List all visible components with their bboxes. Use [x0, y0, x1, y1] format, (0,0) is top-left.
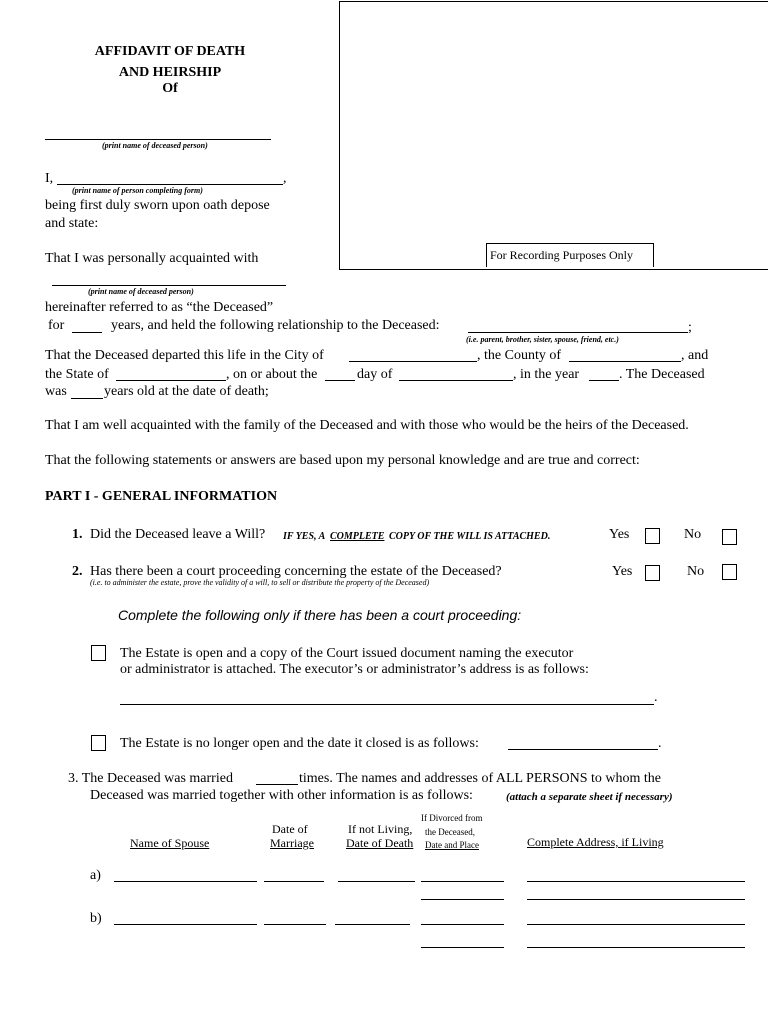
row-b-spouse-name[interactable]	[114, 924, 257, 925]
estate-closed-text: The Estate is no longer open and the date it closed is as follows:	[120, 736, 479, 751]
recording-area	[339, 1, 768, 270]
q2-no-label: No	[687, 564, 705, 579]
row-a-death-date[interactable]	[338, 881, 415, 882]
col-complete-address: Complete Address, if Living	[527, 835, 664, 849]
col-divorced-b: the Deceased,	[425, 827, 475, 837]
q3-text-b: times. The names and addresses of ALL PERSONS to whom the	[299, 771, 662, 786]
col-date-of-marriage-b: Marriage	[270, 836, 314, 850]
row-b-divorce-2[interactable]	[421, 947, 504, 948]
row-b-death-date[interactable]	[335, 924, 410, 925]
q1-no-label: No	[684, 527, 702, 542]
q3-note: (attach a separate sheet if necessary)	[506, 791, 673, 803]
state-text-2: , on or about the	[226, 367, 318, 382]
col-date-of-marriage-a: Date of	[272, 822, 308, 836]
sworn-line2: and state:	[45, 216, 99, 231]
completer-name-field[interactable]	[57, 184, 283, 185]
estate-open-line1: The Estate is open and a copy of the Court issued document naming the executor	[120, 646, 574, 661]
q2-yes-label: Yes	[612, 564, 633, 579]
part1-heading: PART I - GENERAL INFORMATION	[45, 489, 278, 504]
years-relationship-text: years, and held the following relationship to the Deceased:	[111, 318, 440, 333]
family-text: That I am well acquainted with the family of the Deceased and with those who would be the heirs of the Deceased.	[45, 418, 689, 433]
row-a-marriage-date[interactable]	[264, 881, 324, 882]
i-prefix: I,	[45, 171, 54, 186]
i-comma: ,	[283, 171, 287, 186]
year-field[interactable]	[589, 380, 619, 381]
state-text-1: the State of	[45, 367, 109, 382]
estate-closed-dot: .	[658, 736, 662, 751]
q1-number: 1.	[72, 527, 83, 542]
q1-note-b: COMPLETE	[330, 531, 385, 542]
relationship-semicolon: ;	[688, 320, 692, 335]
row-b-divorce-1[interactable]	[421, 924, 504, 925]
col-divorced-c: Date and Place	[425, 840, 479, 850]
q3-text-c: Deceased was married together with other information is as follows:	[90, 788, 473, 803]
age-field[interactable]	[71, 398, 103, 399]
q1-yes-checkbox[interactable]	[645, 528, 660, 544]
sworn-line1: being first duly sworn upon oath depose	[45, 198, 270, 213]
q2-no-checkbox[interactable]	[722, 564, 737, 580]
row-b-marriage-date[interactable]	[264, 924, 326, 925]
row-a-divorce-2[interactable]	[421, 899, 504, 900]
col-divorced-a: If Divorced from	[421, 813, 483, 823]
departed-text-3: , and	[681, 348, 709, 363]
relationship-caption: (i.e. parent, brother, sister, spouse, friend, etc.)	[466, 335, 619, 344]
completer-name-caption: (print name of person completing form)	[72, 186, 203, 195]
col-not-living-a: If not Living,	[348, 822, 413, 836]
referred-text: hereinafter referred to as “the Deceased”	[45, 300, 274, 315]
q2-note: (i.e. to administer the estate, prove the validity of a will, to sell or distribute the property of the Deceased)	[90, 578, 430, 587]
col-not-living-b: Date of Death	[346, 836, 414, 850]
q1-yes-label: Yes	[609, 527, 630, 542]
estate-closed-checkbox[interactable]	[91, 735, 106, 751]
city-field[interactable]	[349, 361, 477, 362]
statements-text: That the following statements or answers are based upon my personal knowledge and are true and correct:	[45, 453, 640, 468]
state-field[interactable]	[116, 380, 226, 381]
row-b-address-1[interactable]	[527, 924, 745, 925]
q1-no-checkbox[interactable]	[722, 529, 737, 545]
document-title-line2: AND HEIRSHIP	[118, 65, 222, 80]
row-a-divorce-1[interactable]	[421, 881, 504, 882]
recording-label: For Recording Purposes Only	[486, 243, 654, 267]
row-b-label: b)	[90, 911, 102, 926]
deceased-name-field-2[interactable]	[52, 285, 286, 286]
q2-text: Has there been a court proceeding concerning the estate of the Deceased?	[90, 564, 502, 579]
state-text-4: , in the year	[513, 367, 580, 382]
years-known-field[interactable]	[72, 332, 102, 333]
deceased-name-caption: (print name of deceased person)	[102, 141, 208, 150]
times-married-field[interactable]	[256, 784, 298, 785]
col-name-of-spouse: Name of Spouse	[130, 836, 210, 850]
document-title-line3: Of	[162, 81, 178, 96]
departed-text-1: That the Deceased departed this life in the City of	[45, 348, 324, 363]
for-word: for	[48, 318, 65, 333]
estate-open-checkbox[interactable]	[91, 645, 106, 661]
q1-note-a: IF YES, A	[283, 531, 326, 542]
q1-text: Did the Deceased leave a Will?	[90, 527, 266, 542]
state-text-5: . The Deceased	[619, 367, 705, 382]
departed-text-2: , the County of	[477, 348, 561, 363]
row-a-spouse-name[interactable]	[114, 881, 257, 882]
row-a-label: a)	[90, 868, 101, 883]
was-text-2: years old at the date of death;	[104, 384, 269, 399]
row-b-address-2[interactable]	[527, 947, 745, 948]
month-field[interactable]	[399, 380, 513, 381]
document-title-line1: AFFIDAVIT OF DEATH	[94, 44, 246, 59]
row-a-address-2[interactable]	[527, 899, 745, 900]
q3-text-a: 3. The Deceased was married	[68, 771, 233, 786]
estate-open-dot: .	[654, 690, 658, 705]
county-field[interactable]	[569, 361, 681, 362]
deceased-name-field[interactable]	[45, 139, 271, 140]
day-field[interactable]	[325, 380, 355, 381]
relationship-field[interactable]	[468, 332, 688, 333]
complete-only-text: Complete the following only if there has been a court proceeding:	[118, 607, 522, 623]
q2-number: 2.	[72, 564, 83, 579]
acquainted-text: That I was personally acquainted with	[45, 251, 259, 266]
estate-closed-date-field[interactable]	[508, 749, 658, 750]
deceased-name-caption-2: (print name of deceased person)	[88, 287, 194, 296]
estate-open-line2: or administrator is attached. The executor’s or administrator’s address is as follows:	[120, 662, 589, 677]
executor-address-field[interactable]	[120, 704, 654, 705]
q2-yes-checkbox[interactable]	[645, 565, 660, 581]
state-text-3: day of	[357, 367, 393, 382]
row-a-address-1[interactable]	[527, 881, 745, 882]
q1-note-c: COPY OF THE WILL IS ATTACHED.	[389, 531, 551, 542]
was-text-1: was	[45, 384, 67, 399]
